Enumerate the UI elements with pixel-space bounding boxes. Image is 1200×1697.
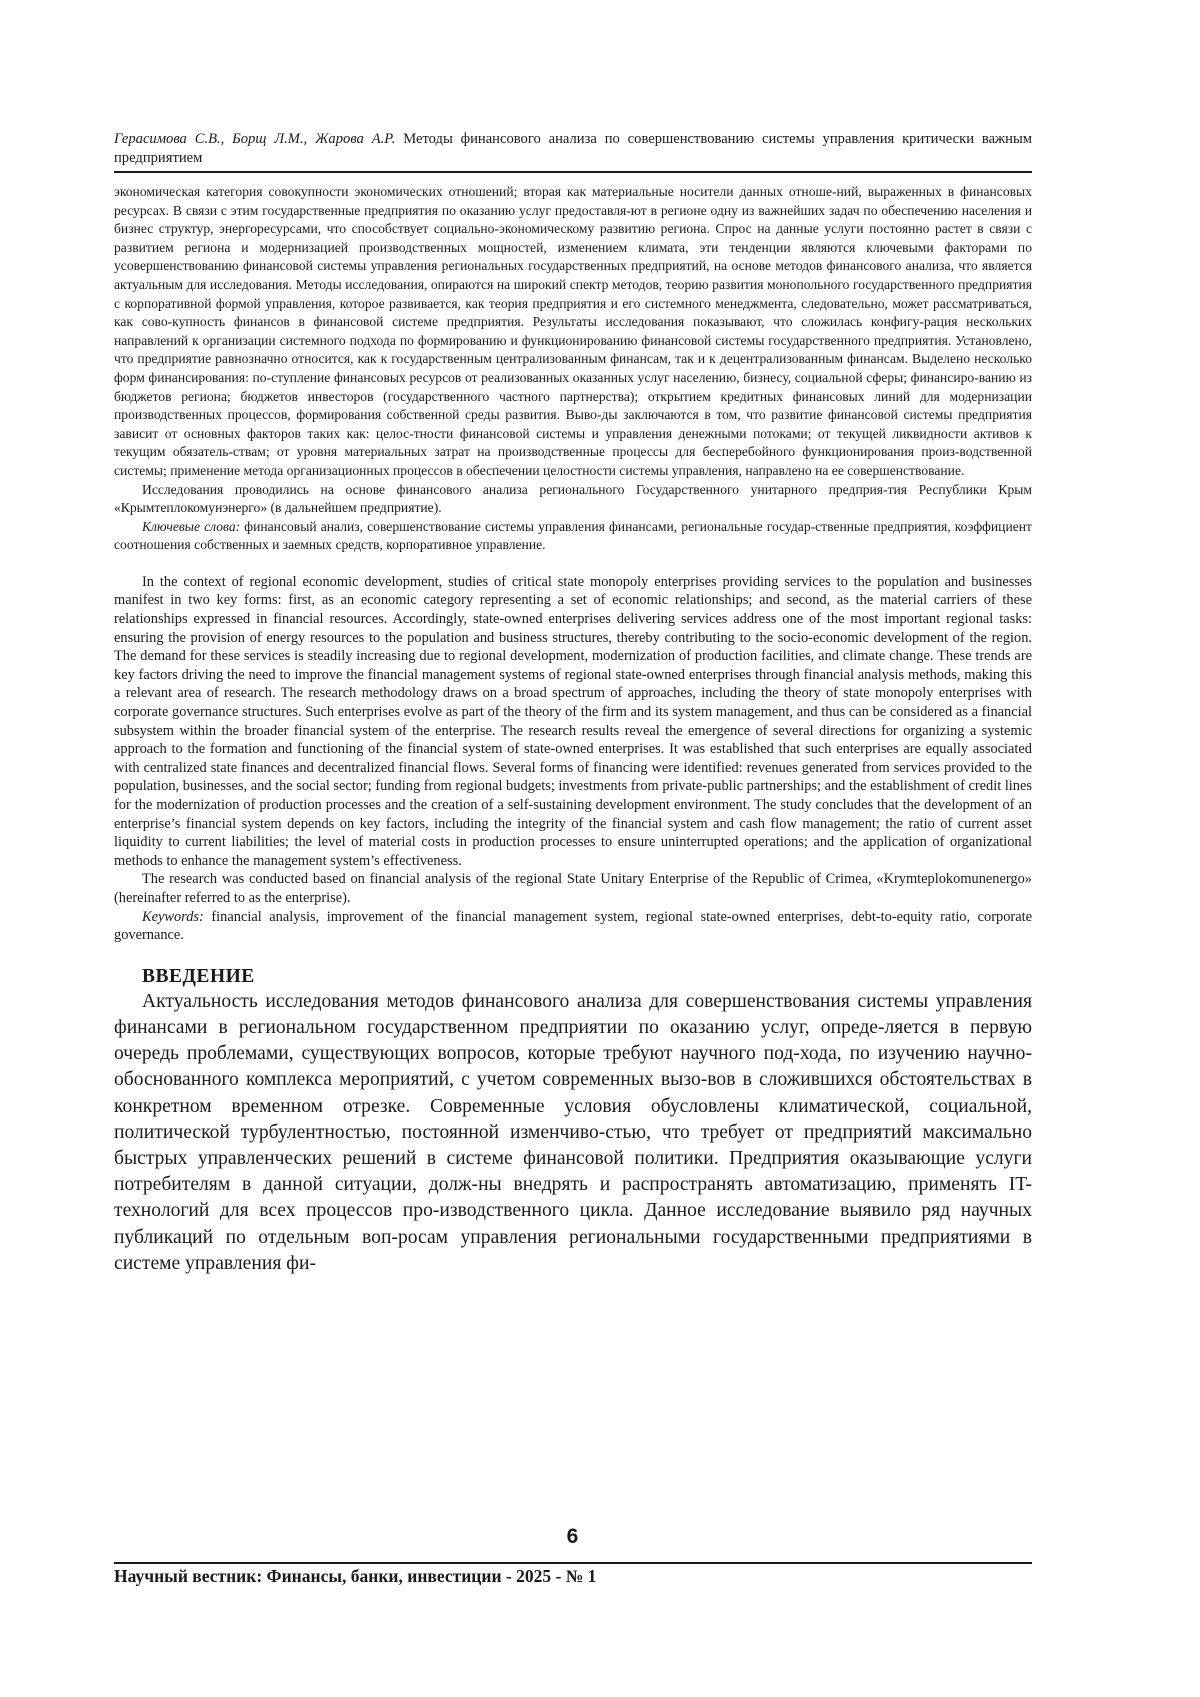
keywords-label-en: Keywords:: [142, 908, 204, 925]
page-content: [114, 130, 1032, 1277]
abstract-en-basis: The research was conducted based on financial analysis of the regional State Unitary Enterprise of the Republic of Crimea, «Krymteplokomunenergo» (hereinafter referred to as the enterprise).: [114, 871, 1032, 906]
running-head: [114, 130, 1032, 173]
abstract-en-main: In the context of regional economic development, studies of critical state monopoly enterprises providing services to the population and businesses manifest in two key forms: first, as an economic category representing a set of economic relationships; and second, as the material carriers of these relationships expressed in financial resources. Accordingly, state-owned enterprises delivering services address one of the most important regional tasks: ensuring the provision of energy resources to the population and business structures, thereby contributing to the socio-economic development of the region. The demand for these services is steadily increasing due to regional development, modernization of production facilities, and climate change. These trends are key factors driving the need to improve the financial management systems of regional state-owned enterprises through financial analysis methods, making this a relevant area of research. The research methodology draws on a broad spectrum of approaches, including the theory of state monopoly enterprises with corporate governance structures. Such enterprises evolve as part of the theory of the firm and its system management, and thus can be considered as a financial subsystem within the broader financial system of the enterprise. The research results reveal the emergence of several directions for organizing a systemic approach to the formation and functioning of the financial system of state-owned enterprises. It was established that such enterprises are equally associated with centralized state finances and decentralized financial flows. Several forms of financing were identified: revenues generated from services provided to the population, businesses, and the social sector; funding from regional budgets; investments from private-public partnerships; and the establishment of credit lines for the modernization of production processes and the creation of a self-sustaining development environment. The study concludes that the development of an enterprise’s financial system depends on key factors, including the integrity of the financial system and cash flow management; the ratio of current asset liquidity to current liabilities; the level of material costs in production processes to ensure uninterrupted operations; and the application of organizational methods to enhance the management system’s effectiveness.: [114, 573, 1032, 869]
running-head-title: Методы финансового анализа по совершенствованию системы управления критически важным предприятием: [114, 131, 1032, 166]
keywords-label-ru: Ключевые слова:: [142, 518, 241, 534]
journal-footer: Научный вестник: Финансы, банки, инвестиции - 2025 - № 1: [114, 1562, 1032, 1587]
page-number: 6: [566, 1525, 579, 1548]
introduction-text: Актуальность исследования методов финансового анализа для совершенствования системы управления финансами в региональном государственном предприятии по оказанию услуг, опреде-ляется в первую очередь проблемами, существующих вопросов, которые требуют научного под-хода, по изучению научно-обоснованного комплекса мероприятий, с учетом современных вызо-вов в сложившихся обстоятельствах в конкретном временном отрезке. Современные условия обусловлены климатической, социальной, политической турбулентностью, постоянной изменчиво-стью, что требует от предприятий максимально быстрых управленческих решений в системе финансовой политики. Предприятия оказывающие услуги потребителям в данной ситуации, долж-ны внедрять и распространять автоматизацию, применять IT-технологий для всех процессов про-изводственного цикла. Данное исследование выявило ряд научных публикаций по отдельным воп-росам управления региональными государственными предприятиями в системе управления фи-: [114, 990, 1032, 1274]
abstract-ru-keywords: [114, 518, 1032, 555]
keywords-text-ru: финансовый анализ, совершенствование системы управления финансами, региональные государ-ственные предприятия, коэффициент соотношения собственных и заемных средств, корпоративное управление.: [114, 518, 1032, 553]
abstract-ru-main: экономическая категория совокупности экономических отношений; вторая как материальные носители данных отноше-ний, выраженных в финансовых ресурсах. В связи с этим государственные предприятия по оказанию услуг предоставля-ют в регионе одну из важнейших задач по обеспечению населения и бизнес структур, энергоресурсами, что способствует социально-экономическому развитию региона. Спрос на данные услуги постоянно растет в связи с развитием региона и модернизацией производственных мощностей, изменением климата, эти тенденции являются ключевыми факторами по усовершенствованию финансовой системы управления региональных государственных предприятий, на основе методов финансового анализа, что является актуальным для исследования. Методы исследования, опираются на широкий спектр методов, теорию развития монопольного государственного предприятия с корпоративной формой управления, которое развивается, как теория предприятия и его системного менеджмента, следовательно, может рассматриваться, как сово-купность финансов в финансовой системе предприятия. Результаты исследования показывают, что сложилась конфигу-рация нескольких направлений к организации системного подхода по формированию и функционированию финансовой системы государственного предприятия. Установлено, что предприятие равнозначно относится, как к государственным централизованным финансам, так и к децентрализованным финансам. Выделено несколько форм финансирования: по-ступление финансовых ресурсов от реализованных оказанных услуг населению, бизнесу, социальной сферы; финансиро-ванию из бюджетов региона; бюджетов инвесторов (государственного частного партнерства); открытием кредитных финансовых линий для модернизации производственных процессов, формирования собственной среды развития. Выво-ды заключаются в том, что развитие финансовой системы предприятия зависит от основных факторов таких как: целос-тности финансовой системы и управления денежными потоками; от текущей ликвидности активов к текущим обязатель-ствам; от уровня материальных затрат на производственные процессы для бесперебойного функционирования произ-водственной системы; применение метода организационных процессов в обеспечении целостности системы управления, направлено на ее совершенствование.: [114, 184, 1032, 478]
running-head-authors: Герасимова С.В., Борщ Л.М., Жарова А.Р.: [114, 131, 396, 147]
abstract-ru-basis: Исследования проводились на основе финансового анализа регионального Государственного унитарного предприя-тия Республики Крым «Крымтеплокомунэнерго» (в дальнейшем предприятие).: [114, 481, 1032, 516]
abstract-en-keywords: [114, 908, 1032, 945]
abstract-english: [114, 573, 1032, 945]
abstract-russian: [114, 183, 1032, 555]
section-heading-introduction: ВВЕДЕНИЕ: [142, 965, 255, 987]
keywords-text-en: financial analysis, improvement of the financial management system, regional state-owned enterprises, debt-to-equity ratio, corporate governance.: [114, 908, 1032, 944]
